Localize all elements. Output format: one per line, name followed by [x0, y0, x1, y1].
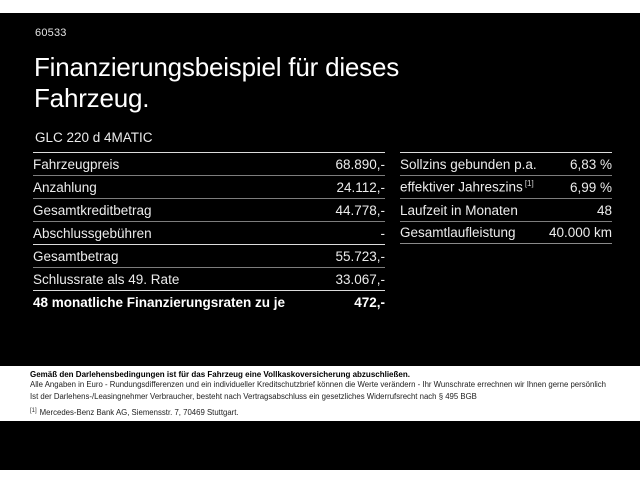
top-white-strip — [0, 0, 640, 13]
row-label: Fahrzeugpreis — [33, 156, 120, 172]
disclaimer-insurance-note: Gemäß den Darlehensbedingungen ist für das Fahrzeug eine Vollkaskoversicherung abzuschließen. — [30, 370, 410, 379]
table-row — [33, 152, 385, 175]
table-row — [400, 175, 612, 198]
row-label: Sollzins gebunden p.a. — [400, 156, 537, 172]
row-value: 33.067,- — [335, 271, 385, 287]
row-label: Gesamtbetrag — [33, 248, 119, 264]
table-row-monthly-rate — [33, 290, 385, 313]
table-row — [400, 198, 612, 221]
bottom-black-band — [0, 421, 640, 470]
footnote-marker: [1] — [30, 408, 37, 414]
row-value: 40.000 km — [548, 225, 612, 240]
row-value: 24.112,- — [336, 179, 385, 195]
page-title — [34, 52, 399, 114]
row-value: 55.723,- — [335, 248, 385, 264]
row-label: Gesamtkreditbetrag — [33, 202, 152, 218]
table-row — [33, 198, 385, 221]
table-row — [33, 267, 385, 290]
table-row — [400, 221, 612, 244]
reference-number: 60533 — [35, 27, 67, 39]
row-value: 44.778,- — [335, 202, 385, 218]
disclaimer-line2: Alle Angaben in Euro - Rundungsdifferenzen und ein individueller Kreditschutzbrief können die Werte verändern - Ihr Wunschrate errechnen wir Ihnen gerne persönlich — [30, 380, 607, 389]
row-value: 68.890,- — [335, 156, 385, 172]
row-value: 6,99 % — [569, 179, 612, 195]
row-value: 472,- — [354, 294, 385, 310]
table-row — [33, 221, 385, 244]
disclaimer-band — [0, 366, 640, 421]
footnote-marker: [1] — [524, 179, 534, 189]
disclaimer-footnote — [30, 407, 239, 417]
row-label: Abschlussgebühren — [33, 225, 152, 241]
row-value: 6,83 % — [569, 156, 612, 172]
row-label: Anzahlung — [33, 179, 97, 195]
row-label: Gesamtlaufleistung — [400, 225, 516, 240]
row-label — [400, 179, 534, 195]
vehicle-model: GLC 220 d 4MATIC — [35, 130, 153, 145]
conditions-table — [400, 152, 612, 244]
table-row — [400, 152, 612, 175]
disclaimer-line3: Ist der Darlehens-/Leasingnehmer Verbraucher, besteht nach Vertragsabschluss ein gesetzliches Widerrufsrecht nach § 495 BGB — [30, 392, 477, 401]
row-label: Schlussrate als 49. Rate — [33, 271, 180, 287]
page-title-line1: Finanzierungsbeispiel für dieses — [34, 52, 400, 82]
row-value: - — [380, 225, 385, 241]
table-row — [33, 175, 385, 198]
row-label: Laufzeit in Monaten — [400, 202, 518, 218]
page-title-line2: Fahrzeug. — [34, 83, 150, 113]
row-label-text: effektiver Jahreszins — [400, 179, 523, 195]
row-label: 48 monatliche Finanzierungsraten zu je — [33, 294, 286, 310]
row-value: 48 — [596, 202, 612, 218]
table-row — [33, 244, 385, 267]
finance-table — [33, 152, 385, 313]
footnote-text: Mercedes-Benz Bank AG, Siemensstr. 7, 70469 Stuttgart. — [39, 408, 239, 417]
financing-content-area — [0, 13, 640, 366]
bottom-white-strip — [0, 470, 640, 480]
